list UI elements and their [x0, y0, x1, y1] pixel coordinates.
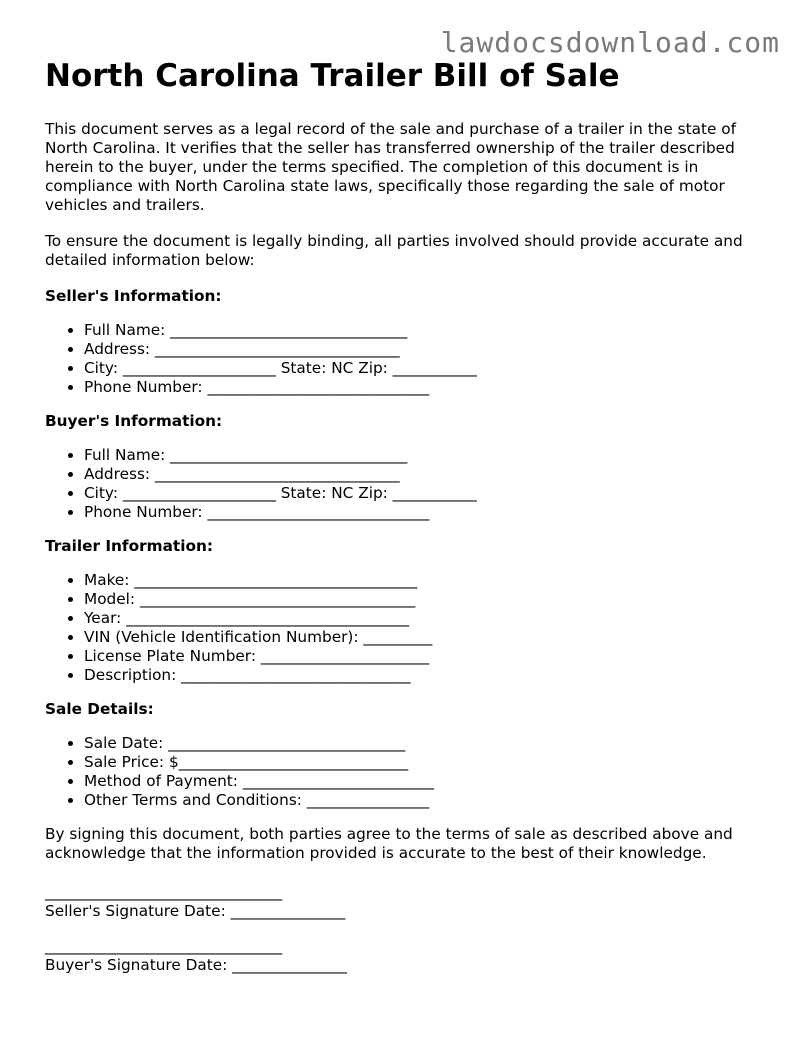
seller-address-field[interactable]: • Address: ________________________________ [84, 340, 770, 359]
seller-phone-field[interactable]: • Phone Number: _____________________________ [84, 378, 770, 397]
sale-price-field[interactable]: • Sale Price: $______________________________ [84, 753, 770, 772]
instructions-paragraph: To ensure the document is legally binding, all parties involved should provide accurate and detailed information below: [45, 232, 743, 269]
buyer-field-list [45, 446, 770, 522]
seller-full-name-field[interactable]: • Full Name: _______________________________ [84, 321, 770, 340]
trailer-make-field[interactable]: • Make: _____________________________________ [84, 571, 770, 590]
trailer-model-field[interactable]: • Model: ____________________________________ [84, 590, 770, 609]
trailer-vin-field[interactable]: • VIN (Vehicle Identification Number): _________ [84, 628, 770, 647]
sale-heading: Sale Details: [45, 700, 154, 718]
sale-date-field[interactable]: • Sale Date: _______________________________ [84, 734, 770, 753]
buyer-heading: Buyer's Information: [45, 412, 223, 430]
other-terms-field[interactable]: • Other Terms and Conditions: ________________ [84, 791, 770, 810]
trailer-description-field[interactable]: • Description: ______________________________ [84, 666, 770, 685]
document-title: North Carolina Trailer Bill of Sale [45, 58, 620, 94]
buyer-full-name-field[interactable]: • Full Name: _______________________________ [84, 446, 770, 465]
seller-section [45, 287, 770, 397]
buyer-address-field[interactable]: • Address: ________________________________ [84, 465, 770, 484]
buyer-section [45, 412, 770, 522]
agreement-paragraph: By signing this document, both parties agree to the terms of sale as described above and acknowledge that the information provided is accurate to the best of their knowledge. [45, 825, 733, 862]
buyer-signature-block [45, 937, 770, 975]
seller-city-state-zip-field[interactable]: • City: ____________________ State: NC Zip: ___________ [84, 359, 770, 378]
trailer-year-field[interactable]: • Year: _____________________________________ [84, 609, 770, 628]
seller-heading: Seller's Information: [45, 287, 222, 305]
trailer-field-list [45, 571, 770, 685]
trailer-heading: Trailer Information: [45, 537, 213, 555]
site-watermark: lawdocsdownload.com [440, 26, 780, 59]
sale-field-list [45, 734, 770, 810]
trailer-license-plate-field[interactable]: • License Plate Number: ______________________ [84, 647, 770, 666]
seller-field-list [45, 321, 770, 397]
seller-signature-label: Seller's Signature Date: _______________ [45, 902, 346, 920]
sale-section [45, 700, 770, 810]
seller-signature-line[interactable]: _______________________________ [45, 883, 283, 901]
buyer-phone-field[interactable]: • Phone Number: _____________________________ [84, 503, 770, 522]
intro-paragraph: This document serves as a legal record of the sale and purchase of a trailer in the state of North Carolina. It verifies that the seller has transferred ownership of the trailer described herein to the buyer, under the terms specified. The completion of this document is in compliance with North Carolina state laws, specifically those regarding the sale of motor vehicles and trailers. [45, 120, 737, 214]
buyer-signature-line[interactable]: _______________________________ [45, 937, 283, 955]
seller-signature-block [45, 883, 770, 921]
buyer-signature-label: Buyer's Signature Date: _______________ [45, 956, 347, 974]
payment-method-field[interactable]: • Method of Payment: _________________________ [84, 772, 770, 791]
trailer-section [45, 537, 770, 685]
document-page [45, 56, 770, 991]
buyer-city-state-zip-field[interactable]: • City: ____________________ State: NC Zip: ___________ [84, 484, 770, 503]
